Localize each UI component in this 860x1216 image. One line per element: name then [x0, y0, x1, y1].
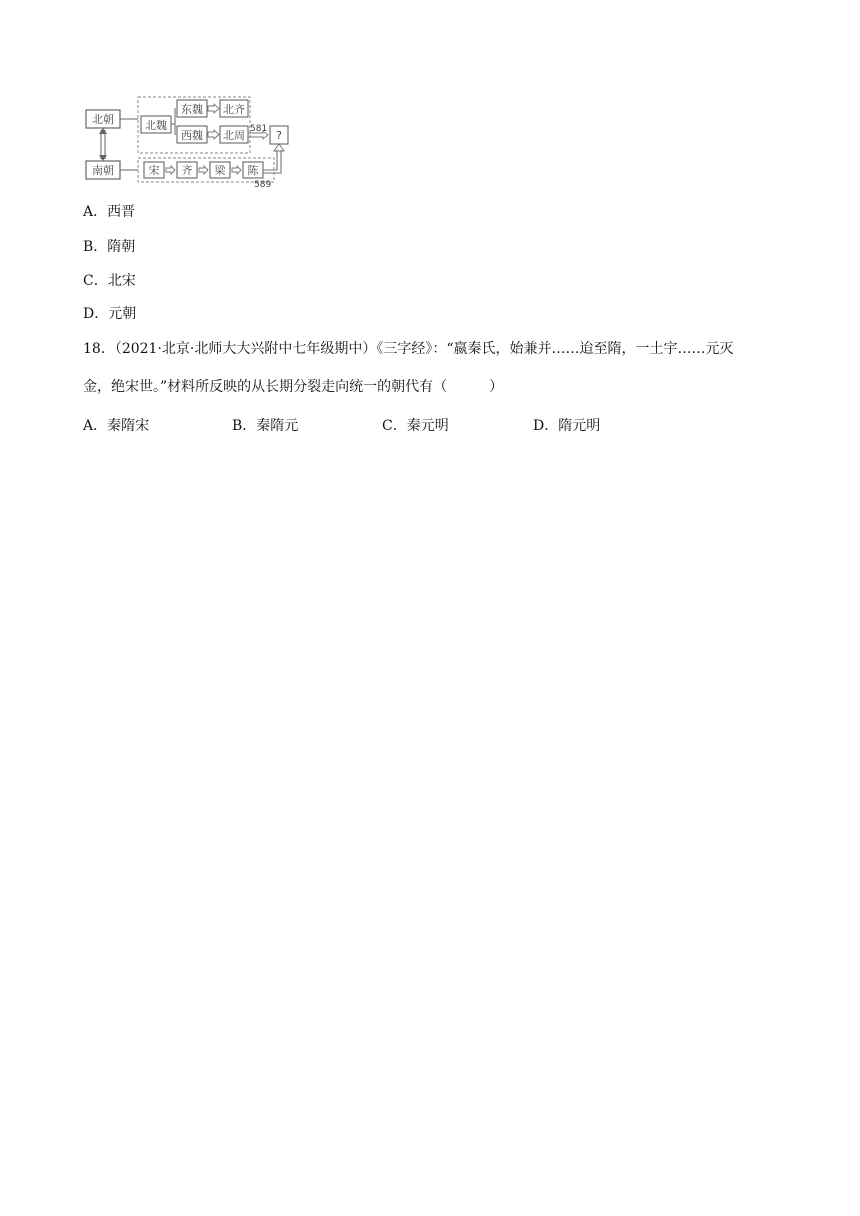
south-liang-label: 梁: [214, 164, 226, 177]
q17-option-c[interactable]: [83, 271, 136, 291]
q17-option-b-letter: B．: [83, 239, 108, 255]
q18-option-a-letter: A．: [83, 418, 108, 434]
year-581-label: 581: [250, 124, 268, 134]
north-dynasty-label: 北朝: [92, 113, 114, 126]
q18-stem-line1: 18．（2021·北京·北师大大兴附中七年级期中）《三字经》：“嬴秦氏，始兼并……迨至隋，一土宇……元灭: [83, 341, 734, 357]
up-arrow-icon: [99, 128, 107, 134]
q18-option-b[interactable]: [232, 416, 298, 436]
chen-to-unknown-line: [263, 150, 277, 170]
south-chen-label: 陈: [247, 164, 259, 177]
qi-to-liang-arrow-icon: [199, 166, 208, 174]
dynasty-diagram: [80, 88, 304, 188]
down-arrow-icon: [99, 155, 107, 161]
chen-to-unknown-arrow-icon: [274, 144, 284, 151]
q18-option-d[interactable]: [533, 416, 600, 436]
south-song-label: 宋: [148, 164, 160, 177]
q17-option-c-text: 北宋: [107, 273, 136, 289]
west-to-zhou-arrow-icon: [208, 130, 219, 139]
q18-option-a-text: 秦隋宋: [107, 418, 150, 434]
north-qi-label: 北齐: [223, 103, 245, 116]
north-wei-label: 北魏: [145, 119, 167, 132]
q18-option-c-letter: C．: [382, 418, 407, 434]
q18-option-a[interactable]: [83, 416, 149, 436]
liang-to-chen-arrow-icon: [232, 166, 241, 174]
song-to-qi-arrow-icon: [166, 166, 175, 174]
east-wei-label: 东魏: [181, 103, 203, 116]
q17-option-d-text: 元朝: [108, 306, 137, 322]
east-to-qi-arrow-icon: [208, 104, 219, 113]
q18-option-d-letter: D．: [533, 418, 559, 434]
q17-option-b[interactable]: [83, 237, 135, 257]
q17-option-d-letter: D．: [83, 306, 109, 322]
south-qi-label: 齐: [181, 164, 193, 177]
dynasty-diagram-svg: [80, 88, 304, 188]
q18-stem-line2: 金，绝宋世。”材料所反映的从长期分裂走向统一的朝代有（ ）: [83, 379, 504, 395]
unknown-dynasty-label: ?: [276, 129, 282, 142]
north-zhou-label: 北周: [223, 129, 245, 142]
year-589-label: 589: [254, 180, 272, 188]
q18-option-c-text: 秦元明: [406, 418, 449, 434]
q17-option-d[interactable]: [83, 304, 136, 324]
q18-option-c[interactable]: [382, 416, 449, 436]
q18-option-b-letter: B．: [232, 418, 257, 434]
west-wei-label: 西魏: [181, 129, 203, 142]
q17-option-b-text: 隋朝: [107, 239, 136, 255]
q17-option-a-letter: A．: [83, 204, 108, 220]
south-dynasty-label: 南朝: [92, 164, 114, 177]
q17-option-a[interactable]: [83, 202, 135, 222]
q17-option-c-letter: C．: [83, 273, 108, 289]
q17-option-a-text: 西晋: [107, 204, 136, 220]
q18-option-b-text: 秦隋元: [256, 418, 299, 434]
q18-option-d-text: 隋元明: [558, 418, 601, 434]
